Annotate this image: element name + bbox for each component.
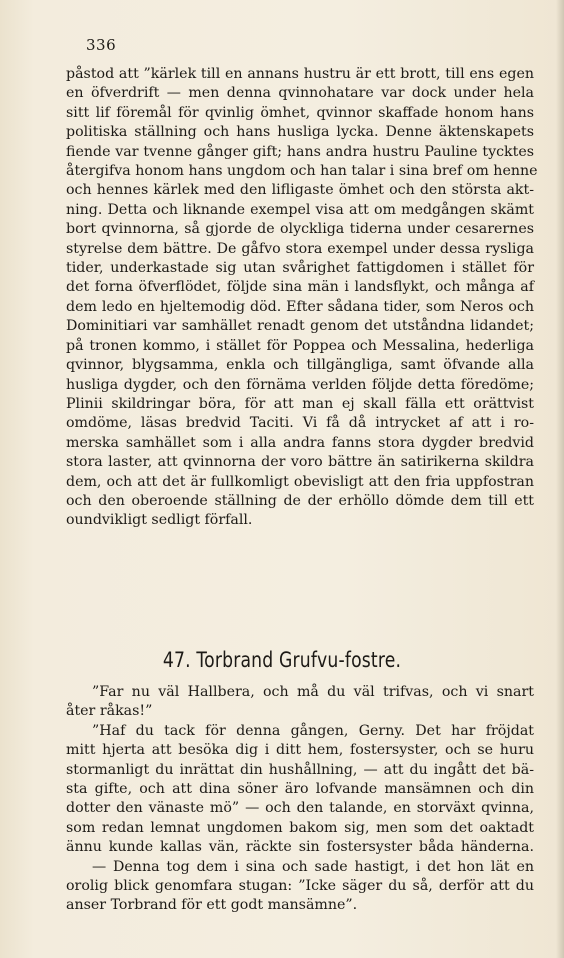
text-line: påstod att ”kärlek till en annans hustru är ett brott, till ens egen xyxy=(66,66,534,82)
text-line: ning. Detta och liknande exempel visa att om medgången skämt xyxy=(66,201,534,218)
text-line: ännu kunde kallas vän, räckte sin fostersyster båda händerna. xyxy=(66,839,534,856)
text-line: mitt hjerta att besöka dig i ditt hem, fostersyster, och se huru xyxy=(66,742,534,759)
text-line: bort qvinnorna, så gjorde de olyckliga tiderna under cesarernes xyxy=(66,221,534,238)
text-line: på tronen kommo, i stället för Poppea och Messalina, hederliga xyxy=(66,337,534,354)
body-paragraph-1 xyxy=(66,65,538,531)
text-line: tider, underkastade sig utan svårighet fattigdomen i stället för xyxy=(66,260,534,277)
text-line: orolig blick genomfara stugan: ”Icke säger du så, derför att du xyxy=(66,878,534,895)
text-line: ”Haf du tack för denna gången, Gerny. Det har fröjdat xyxy=(92,722,534,739)
text-line: merska samhället som i alla andra fanns stora dygder bredvid xyxy=(66,434,534,451)
page-number: 336 xyxy=(86,36,117,54)
text-line: qvinnor, blygsamma, enkla och tillgängliga, samt öfvande alla xyxy=(66,357,534,374)
text-line: husliga dygder, och den förnäma verlden följde detta föredöme; xyxy=(66,376,534,393)
text-line: sta gifte, och att dina söner äro lofvande mansämnen och din xyxy=(66,781,534,798)
text-line: det forna öfverflödet, följde sina män i landsflykt, och många af xyxy=(66,279,534,296)
text-line: oundvikligt sedligt förfall. xyxy=(66,512,253,529)
body-paragraph-2 xyxy=(66,683,534,916)
text-line: sitt lif föremål för qvinlig ömhet, qvinnor skaffade honom hans xyxy=(66,104,534,121)
text-line: dem, och att det är fullkomligt obevisligt att den fria uppfostran xyxy=(66,473,534,490)
text-line: Plinii skildringar böra, för att man ej skall fälla ett orättvist xyxy=(66,395,534,412)
text-line: återgifva honom hans ungdom och han talar i sina bref om henne xyxy=(66,163,538,180)
text-line: och den oberoende ställning de der erhöllo dömde dem till ett xyxy=(66,492,534,509)
text-line: politiska ställning och hans husliga lycka. Denne äktenskapets xyxy=(66,124,534,141)
text-line: omdöme, läsas bredvid Taciti. Vi få då intrycket af att i ro- xyxy=(66,415,534,432)
text-line: och hennes kärlek med den lifligaste ömhet och den största akt- xyxy=(66,182,534,199)
text-line: stormanligt du inrättat din hushållning, — att du ingått det bä- xyxy=(66,761,534,778)
text-line: stora laster, att qvinnorna der voro bättre än satirikerna skildra xyxy=(66,454,534,471)
text-line: dotter den vänaste mö” — och den talande, en storväxt qvinna, xyxy=(66,800,534,817)
text-line: ”Far nu väl Hallbera, och må du väl trifvas, och vi snart xyxy=(92,684,534,700)
text-line: åter råkas!” xyxy=(66,703,153,720)
chapter-heading: 47. Torbrand Grufvu-fostre. xyxy=(162,648,402,672)
text-line: dem ledo en hjeltemodig död. Efter sådana tider, som Neros och xyxy=(66,298,534,315)
text-line: fiende var tvenne gånger gift; hans andra hustru Pauline tycktes xyxy=(66,143,534,160)
text-line: styrelse dem bättre. De gåfvo stora exempel under dessa rysliga xyxy=(66,240,534,257)
text-line: anser Torbrand för ett godt mansämne”. xyxy=(66,897,358,914)
text-line: Dominitiari var samhället renadt genom det utståndna lidandet; xyxy=(66,318,534,335)
text-line: — Denna tog dem i sina och sade hastigt, i det hon lät en xyxy=(92,858,534,875)
text-line: en öfverdrift — men denna qvinnohatare var dock under hela xyxy=(66,85,534,102)
page-edge-shadow xyxy=(556,0,564,958)
text-line: som redan lemnat ungdomen bakom sig, men som det oaktadt xyxy=(66,819,534,836)
